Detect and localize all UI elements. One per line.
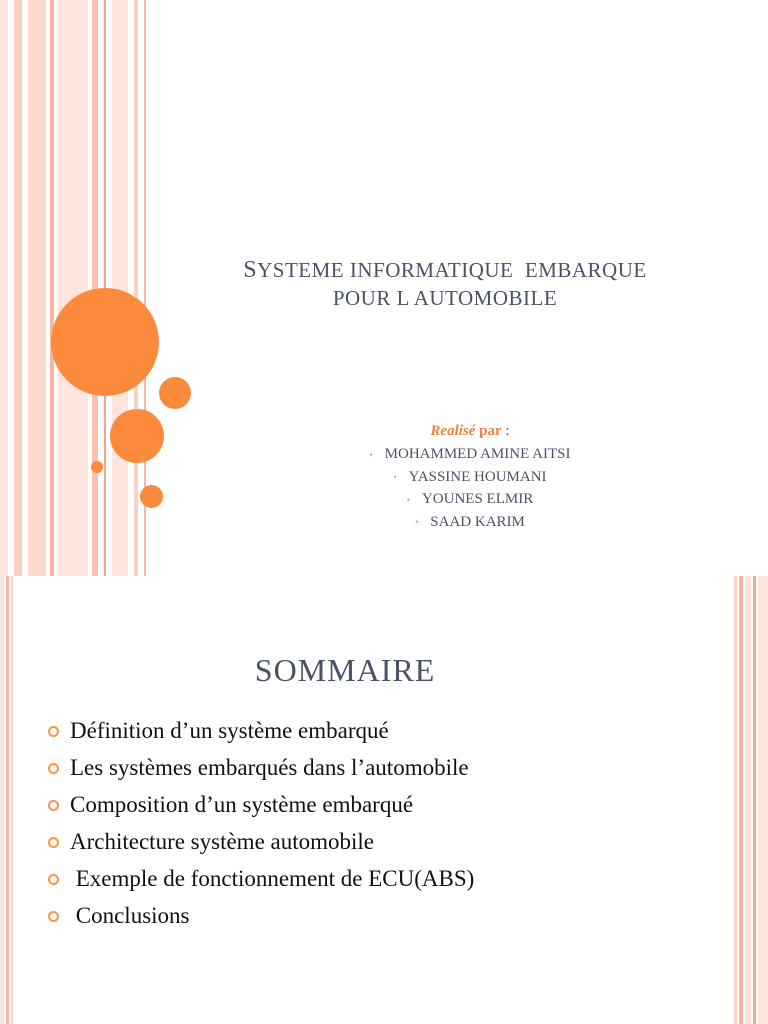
par-label: par <box>475 423 502 439</box>
author-item <box>280 443 660 466</box>
colon-label: : <box>501 423 510 439</box>
summary-title: SOMMAIRE <box>254 652 436 688</box>
list-item <box>48 749 474 786</box>
author-item <box>280 511 660 534</box>
author-name: MOHAMMED AMINE AITSI <box>384 446 571 462</box>
list-item <box>48 712 474 749</box>
list-item-text: Exemple de fonctionnement de ECU(ABS) <box>70 866 475 891</box>
bullet-icon: • <box>369 449 373 460</box>
ring-bullet-icon <box>48 911 59 922</box>
decorative-stripe <box>28 0 46 576</box>
list-item-text: Définition d’un système embarqué <box>70 718 389 743</box>
bullet-icon: • <box>415 517 419 528</box>
decorative-stripe <box>745 576 751 1024</box>
ring-bullet-icon <box>48 800 59 811</box>
decorative-stripe <box>134 0 138 576</box>
ring-bullet-icon <box>48 763 59 774</box>
list-item <box>48 897 474 934</box>
decorative-stripe <box>0 0 8 576</box>
decorative-stripe <box>0 576 4 1024</box>
small-orange-circle <box>140 485 163 508</box>
decorative-stripe <box>734 576 737 1024</box>
author-item <box>280 488 660 511</box>
summary-list <box>48 712 474 934</box>
list-item-text: Conclusions <box>70 903 190 928</box>
bullet-icon: • <box>393 472 397 483</box>
decorative-stripe <box>753 576 756 1024</box>
author-item <box>280 466 660 489</box>
bullet-icon: • <box>406 494 410 505</box>
decorative-stripe <box>50 0 54 576</box>
list-item <box>48 823 474 860</box>
ring-bullet-icon <box>48 837 59 848</box>
tiny-orange-circle <box>91 461 103 473</box>
ring-bullet-icon <box>48 874 59 885</box>
author-name: YOUNES ELMIR <box>421 491 534 508</box>
title-line-2: POUR L AUTOMOBILE <box>332 286 558 310</box>
realise-par-label <box>280 420 660 442</box>
list-item-text: Architecture système automobile <box>70 829 375 854</box>
list-item-text: Composition d’un système embarqué <box>70 792 414 817</box>
summary-slide <box>0 576 768 1024</box>
decorative-stripe <box>758 576 768 1024</box>
slide-title <box>180 256 710 312</box>
realise-label: Realisé <box>430 423 476 439</box>
decorative-stripe <box>14 0 22 576</box>
authors-block <box>280 420 660 533</box>
large-orange-circle <box>51 288 159 396</box>
ring-bullet-icon <box>48 726 59 737</box>
list-item <box>48 860 474 897</box>
author-name: SAAD KARIM <box>430 513 525 530</box>
list-item-text: Les systèmes embarqués dans l’automobile <box>70 755 469 780</box>
list-item <box>48 786 474 823</box>
decorative-stripe <box>739 576 743 1024</box>
decorative-stripe <box>58 0 88 576</box>
title-line-1: SYSTEME INFORMATIQUE EMBARQUE <box>243 257 647 283</box>
decorative-stripe <box>11 576 13 1024</box>
medium-orange-circle <box>110 409 164 463</box>
decorative-stripe <box>6 576 9 1024</box>
small-orange-circle <box>159 377 191 409</box>
author-name: YASSINE HOUMANI <box>408 468 547 485</box>
